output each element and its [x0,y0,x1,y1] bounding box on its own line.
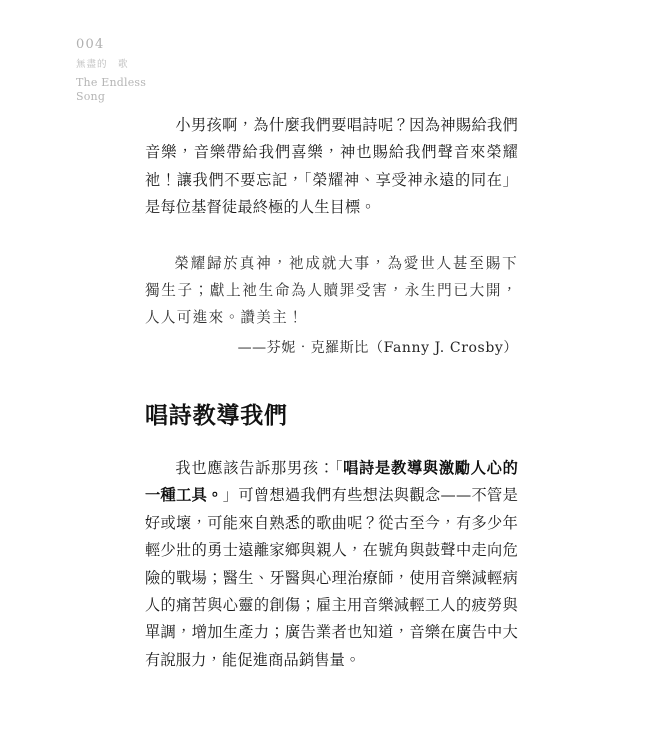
text-column [145,112,518,674]
pull-quote [145,250,518,363]
section-heading: 唱詩教導我們 [145,402,288,430]
running-head-title-en-line2: Song [76,89,106,103]
paragraph-continuation: 」可曾想過我們有些想法與觀念——不管是好或壞，可能來自熟悉的歌曲呢？從古至今，有多少年輕少壯的勇士遠離家鄉與親人，在號角與鼓聲中走向危險的戰場；醫生、牙醫與心理治療師，使用音樂減輕病人的痛苦與心靈的創傷；雇主用音樂減輕工人的疲勞與單調，增加生產力；廣告業者也知道，音樂在廣告中大有說服力，能促進商品銷售量。 [145,486,518,669]
running-head-title-en-line1: The Endless [76,75,147,89]
paragraph-intro: 小男孩啊，為什麼我們要唱詩呢？因為神賜給我們音樂，音樂帶給我們喜樂，神也賜給我們聲音來榮耀祂！讓我們不要忘記，「榮耀神、享受神永遠的同在」是每位基督徒最終極的人生目標。 [145,116,518,217]
emphasized-quote: 唱詩是教導與激勵人心的一種工具。 [145,458,518,505]
quote-attribution: ——芬妮‧克羅斯比（Fanny J. Crosby） [237,340,518,357]
paragraph-lead-in: 我也應該告訴那男孩：「 [175,458,344,477]
running-head [76,38,236,104]
running-head-title-en [76,76,162,105]
page-number: 004 [76,37,105,52]
running-head-title-zh: 無盡的 歌 [76,59,129,70]
quote-text: 榮耀歸於真神，祂成就大事，為愛世人甚至賜下獨生子；獻上祂生命為人贖罪受害，永生門已大開，人人可進來。讚美主！ [145,254,518,327]
paragraph-section-body [145,455,518,674]
